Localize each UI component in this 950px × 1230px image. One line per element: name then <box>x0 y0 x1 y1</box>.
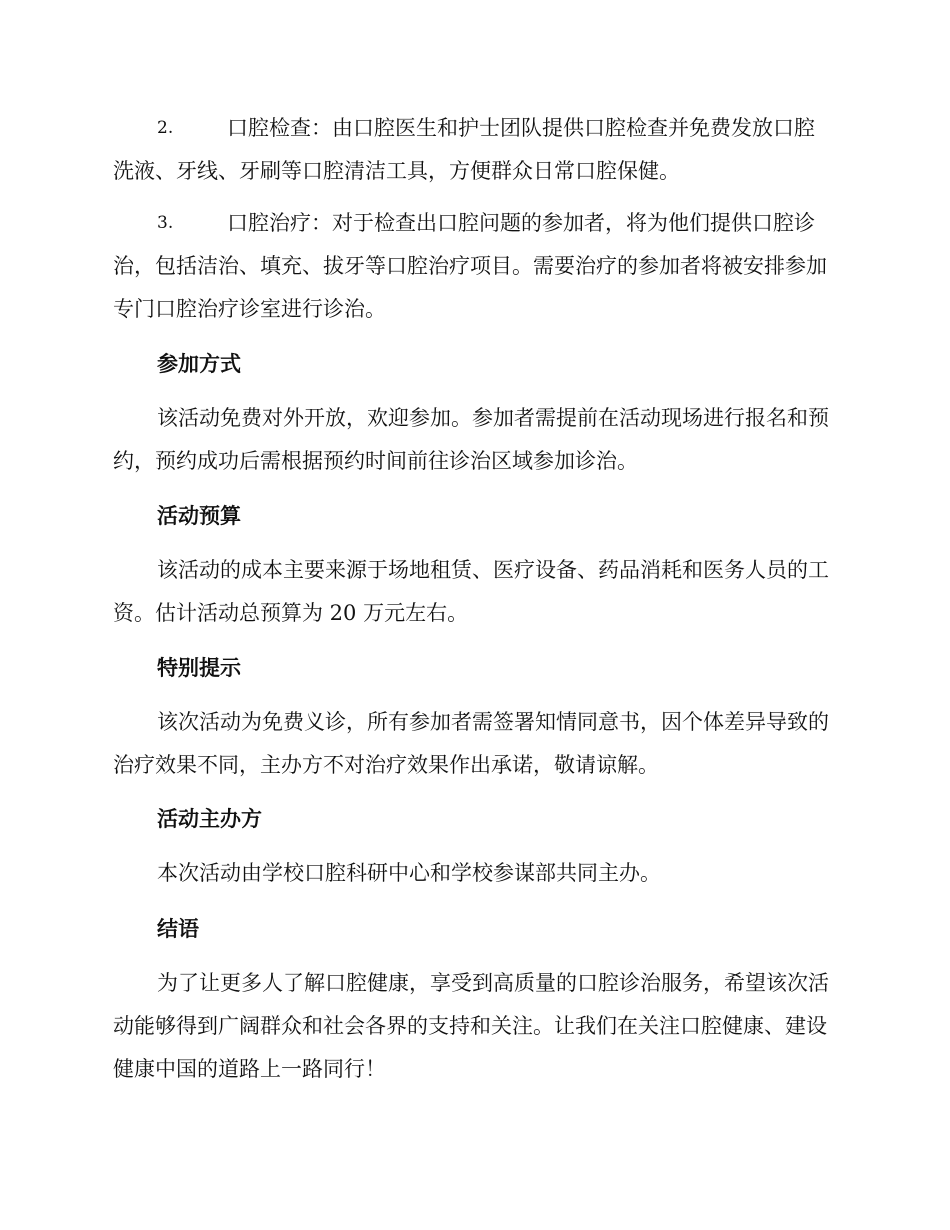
section-heading-participation: 参加方式 <box>157 352 241 376</box>
section-body-organizer: 本次活动由学校口腔科研中心和学校参谋部共同主办。 <box>157 861 661 885</box>
section-body-notice: 该次活动为免费义诊，所有参加者需签署知情同意书，因个体差异导致的治疗效果不同，主办方不对治疗效果作出承诺，敬请谅解。 <box>113 710 829 777</box>
section-heading-conclusion: 结语 <box>157 917 199 941</box>
section-heading-organizer: 活动主办方 <box>157 807 262 831</box>
list-number: 2. <box>157 118 174 138</box>
list-number: 3. <box>157 213 174 233</box>
section-body-conclusion: 为了让更多人了解口腔健康，享受到高质量的口腔诊治服务，希望该次活动能够得到广阔群众和社会各界的支持和关注。让我们在关注口腔健康、建设健康中国的道路上一路同行！ <box>113 971 829 1081</box>
section-body-budget: 该活动的成本主要来源于场地租赁、医疗设备、药品消耗和医务人员的工资。估计活动总预算为 20 万元左右。 <box>113 558 829 625</box>
section-heading-notice: 特别提示 <box>157 656 241 680</box>
list-text: 口腔治疗：对于检查出口腔问题的参加者，将为他们提供口腔诊治，包括洁治、填充、拔牙等口腔治疗项目。需要治疗的参加者将被安排参加专门口腔治疗诊室进行诊治。 <box>113 211 827 321</box>
list-item-2 <box>113 107 833 193</box>
section-heading-budget: 活动预算 <box>157 504 241 528</box>
section-body-participation: 该活动免费对外开放，欢迎参加。参加者需提前在活动现场进行报名和预约，预约成功后需根据预约时间前往诊治区域参加诊治。 <box>113 406 829 473</box>
list-text: 口腔检查：由口腔医生和护士团队提供口腔检查并免费发放口腔洗液、牙线、牙刷等口腔清洁工具，方便群众日常口腔保健。 <box>113 116 815 183</box>
list-item-3 <box>113 202 833 331</box>
